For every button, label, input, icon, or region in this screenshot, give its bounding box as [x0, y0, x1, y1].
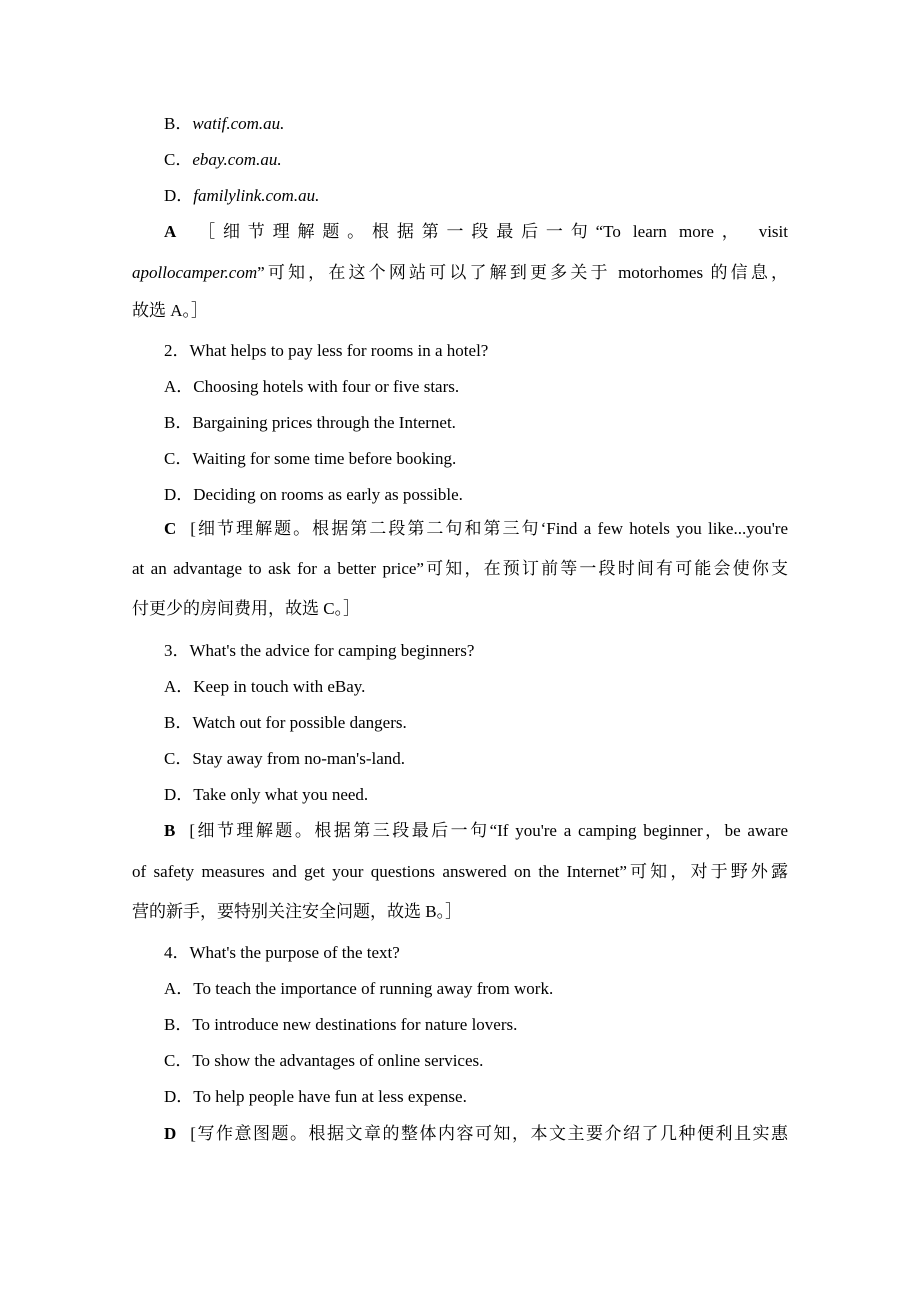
- q3-option-d: D．Take only what you need.: [164, 785, 369, 804]
- explanation-text: [写作意图题。根据文章的整体内容可知，本文主要介绍了几种便利且实惠: [190, 1124, 788, 1143]
- q3-explanation-line: [164, 819, 788, 843]
- q2-explanation-line: at an advantage to ask for a better price”可知，在预订前等一段时间有可能会使你支: [132, 559, 788, 578]
- q2-option-b: B．Bargaining prices through the Internet.: [164, 413, 456, 432]
- q3-option-b: B．Watch out for possible dangers.: [164, 713, 407, 732]
- q4-option-b: B．To introduce new destinations for nature lovers.: [164, 1015, 518, 1034]
- q3-option-a: A．Keep in touch with eBay.: [164, 677, 366, 696]
- option-letter: B．: [164, 114, 193, 133]
- explanation-text: ”可知，在这个网站可以了解到更多关于 motorhomes 的信息，: [257, 263, 788, 282]
- answer-letter: A: [164, 222, 177, 241]
- q3-explanation-line: 营的新手，要特别关注安全问题，故选 B。］: [132, 902, 463, 921]
- q1-option-d: [164, 184, 319, 208]
- q3-explanation-line: of safety measures and get your questions answered on the Internet”可知，对于野外露: [132, 862, 788, 881]
- q1-option-b: [164, 112, 284, 136]
- answer-letter: B: [164, 821, 176, 840]
- q2-explanation-line: [164, 517, 788, 541]
- explanation-text: [细节理解题。根据第三段最后一句“If you're a camping beginner，be aware: [189, 821, 788, 840]
- q4-option-d: D．To help people have fun at less expense.: [164, 1087, 467, 1106]
- q1-option-c: [164, 148, 282, 172]
- option-letter: C．: [164, 150, 193, 169]
- q2-explanation-line: 付更少的房间费用，故选 C。］: [132, 599, 361, 618]
- explanation-text: [细节理解题。根据第二段第二句和第三句‘Find a few hotels you like...you're: [190, 519, 788, 538]
- q2-option-d: D．Deciding on rooms as early as possible.: [164, 485, 463, 504]
- q4-explanation-line: [164, 1122, 788, 1146]
- option-text: watif.com.au.: [192, 114, 285, 133]
- q3-question: 3．What's the advice for camping beginners?: [164, 641, 475, 660]
- q2-option-a: A．Choosing hotels with four or five stars.: [164, 377, 460, 396]
- answer-letter: C: [164, 519, 177, 538]
- website-name: apollocamper.com: [132, 263, 258, 282]
- q4-option-a: A．To teach the importance of running away from work.: [164, 979, 554, 998]
- q1-explanation-line: [164, 220, 788, 244]
- option-text: ebay.com.au.: [192, 150, 282, 169]
- answer-letter: D: [164, 1124, 177, 1143]
- option-text: familylink.com.au.: [193, 186, 320, 205]
- q2-option-c: C．Waiting for some time before booking.: [164, 449, 457, 468]
- q1-explanation-line: 故选 A。］: [132, 301, 209, 320]
- option-letter: D．: [164, 186, 194, 205]
- q3-option-c: C．Stay away from no-man's-land.: [164, 749, 406, 768]
- q4-question: 4．What's the purpose of the text?: [164, 943, 400, 962]
- explanation-text: ［细节理解题。根据第一段最后一句“To learn more， visit: [190, 222, 788, 241]
- q4-option-c: C．To show the advantages of online services.: [164, 1051, 484, 1070]
- q1-explanation-line: [132, 261, 788, 285]
- q2-question: 2．What helps to pay less for rooms in a hotel?: [164, 341, 489, 360]
